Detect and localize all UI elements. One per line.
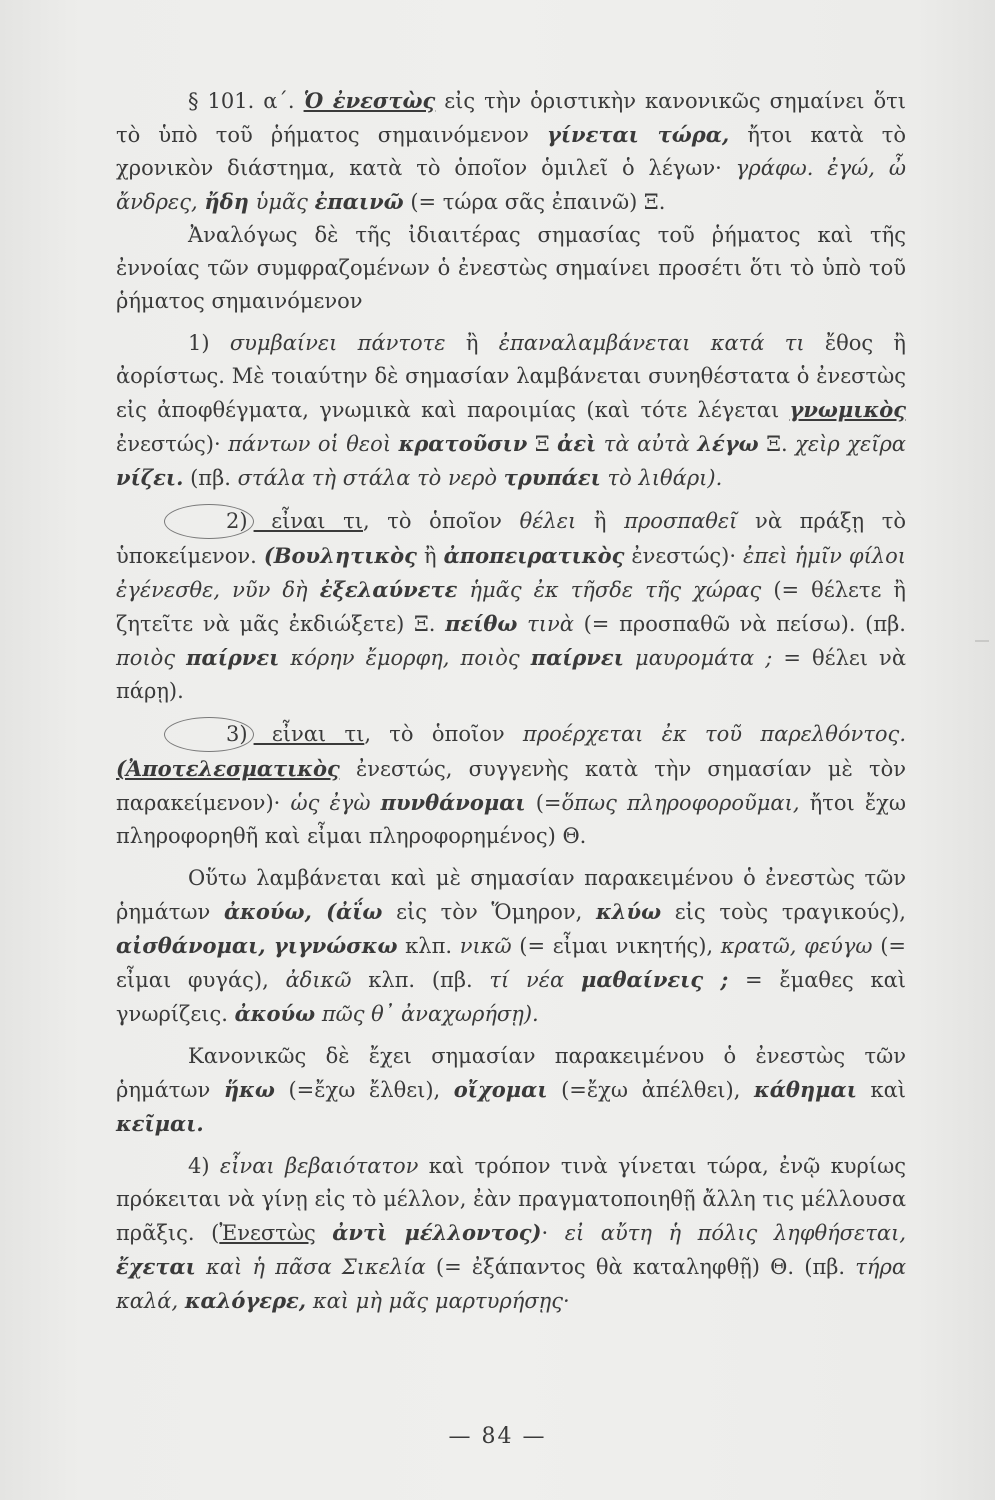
text-run: § 101. α΄.: [188, 89, 304, 113]
text-run: [196, 1255, 206, 1279]
text-run: ἐνεστώς)·: [624, 544, 744, 568]
paragraph-4: [116, 1150, 906, 1318]
text-run: πυνθάνομαι: [380, 790, 526, 815]
text-run: , τὸ ὁποῖον: [362, 509, 520, 533]
text-run: 1): [188, 331, 230, 355]
text-run: ποιὸς: [116, 646, 176, 670]
text-run: ἢ: [416, 544, 444, 568]
text-run: ἤτοι ἔχω πληροφορηθῆ καὶ εἶμαι πληροφορημένος) Θ.: [116, 791, 906, 848]
text-run: [315, 1002, 322, 1026]
text-run: [517, 612, 527, 636]
text-run: γίνεται τώρα,: [547, 122, 730, 147]
text-run: ἤδη: [204, 189, 249, 214]
text-run: ὅπως πληροφοροῦμαι,: [561, 791, 800, 815]
margin-mark: [975, 640, 989, 642]
paragraph-1: [116, 327, 906, 495]
paragraph-2: [116, 504, 906, 708]
text-run: κόρην ἔμορφη, ποιὸς: [290, 646, 520, 670]
text-run: [601, 466, 608, 490]
text-run: τρυπάει: [503, 465, 601, 490]
text-run: [308, 578, 320, 602]
text-run: ἐπαινῶ: [314, 189, 404, 214]
text-run: (= τώρα σᾶς ἐπαινῶ) Ξ.: [403, 190, 666, 214]
text-run: ἥκω: [223, 1077, 275, 1102]
text-run: εἰ αὔτη ἡ πόλις ληφθήσεται,: [564, 1221, 906, 1245]
text-run: (Βουλητικὸς: [263, 543, 417, 568]
text-run: [178, 1289, 185, 1313]
text-run: (= θέλετε ἢ ζητεῖτε νὰ μᾶς ἐκδιώξετε) Ξ.: [116, 578, 906, 636]
page-number: — 84 —: [448, 1424, 547, 1449]
text-run: [249, 190, 256, 214]
paragraph-analogos: [116, 219, 906, 318]
text-run: κάθημαι: [753, 1077, 857, 1102]
text-run: νὰ πράξῃ τὸ ὑποκείμενον.: [116, 509, 907, 568]
text-run: εἰς τὸν Ὅμηρον,: [382, 900, 597, 924]
text-run: εἶναι βεβαιότατον: [219, 1154, 419, 1178]
text-run: (= προσπαθῶ νὰ πείσω). (πβ.: [573, 612, 906, 636]
text-run: ἀντὶ μέλλοντος): [332, 1220, 542, 1245]
text-run: ἐνεστώς)·: [116, 432, 229, 456]
text-run: ἢ: [576, 509, 625, 533]
text-run: [564, 968, 581, 992]
text-run: κλπ. (πβ.: [351, 968, 490, 992]
text-run: = θέλει νὰ πάρῃ).: [116, 646, 906, 703]
text-run: τί νέα: [489, 968, 565, 992]
text-run: εἶναι τι: [253, 722, 365, 746]
text-run: πάντων οἱ θεοὶ: [228, 432, 392, 456]
text-run: [520, 646, 531, 670]
text-run: [497, 466, 504, 490]
text-run: πῶς θ᾽ ἀναχωρήσῃ).: [321, 1002, 539, 1026]
text-run: , τὸ ὁποῖον: [364, 722, 523, 746]
text-run: [306, 1289, 313, 1313]
text-run: Ξ: [527, 432, 558, 456]
paragraph-outo: [116, 862, 906, 1031]
paragraph-3: [116, 717, 906, 853]
text-run: Ξ.: [758, 432, 796, 456]
text-run: (πβ.: [183, 466, 238, 490]
text-run: συμβαίνει πάντοτε: [229, 331, 446, 355]
text-run: Κανονικῶς δὲ ἔχει σημασίαν παρακειμένου ὁ ἐνεστὼς τῶν ῥημάτων: [116, 1044, 906, 1102]
text-run: [279, 646, 290, 670]
text-run: [370, 791, 380, 815]
text-run: λέγω: [697, 431, 759, 456]
text-run: αἰσθάνομαι, γιγνώσκω: [116, 933, 398, 958]
text-run: οἴχομαι: [453, 1077, 548, 1102]
text-run: Οὕτω λαμβάνεται καὶ μὲ σημασίαν παρακειμένου ὁ ἐνεστὼς τῶν ῥημάτων: [116, 866, 906, 924]
text-run: ἔχεται: [116, 1254, 196, 1279]
text-run: ἀκούω: [234, 1001, 316, 1026]
text-run: ἐξελαύνετε: [319, 577, 458, 602]
text-run: [624, 646, 635, 670]
text-run: (= εἶμαι νικητής),: [511, 934, 721, 958]
text-run: καλόγερε,: [184, 1288, 307, 1313]
paragraph-kanonikos: [116, 1040, 906, 1141]
text-run: [457, 578, 469, 602]
item-number-3: 3): [164, 717, 254, 752]
text-run: γράφω. ἐγώ, ὦ ἄνδρες,: [116, 156, 906, 214]
text-run: (= εἶμαι φυγάς),: [116, 934, 907, 992]
text-run: χεὶρ χεῖρα: [795, 432, 906, 456]
text-run: προέρχεται ἐκ τοῦ παρελθόντος.: [522, 722, 906, 746]
text-run: θέλει: [519, 509, 577, 533]
text-run: τὸ λιθάρι).: [607, 466, 723, 490]
text-run: καὶ ἡ πᾶσα Σικελία: [206, 1255, 426, 1279]
text-run: προσπαθεῖ: [624, 509, 738, 533]
text-run: παίρνει: [530, 645, 624, 670]
text-run: στάλα τὴ στάλα τὸ νερὸ: [237, 466, 498, 490]
text-run: ὡς ἐγὼ: [290, 791, 371, 815]
text-run: παίρνει: [186, 645, 280, 670]
text-run: ἀεὶ: [557, 431, 597, 456]
text-run: νίζει.: [116, 465, 184, 490]
text-run: καὶ: [856, 1078, 906, 1102]
text-run: [175, 646, 186, 670]
text-run: ἀκούω, (ἀΐω: [223, 899, 383, 924]
paragraph-101a: [116, 84, 906, 219]
text-run: τινὰ: [527, 612, 574, 636]
text-run: κρατῶ, φεύγω: [720, 934, 873, 958]
text-run: (=ἔχω ἔλθει),: [274, 1078, 454, 1102]
text-run: [391, 432, 399, 456]
text-run: μαθαίνεις ;: [580, 967, 729, 992]
item-number-2: 2): [164, 504, 254, 539]
text-run: ἔθος ἢ ἀορίστως. Μὲ τοιαύτην δὲ σημασίαν λαμβάνεται συνηθέστατα ὁ ἐνεστὼς εἰς ἀποφθέγματα, γνωμικὰ καὶ παροιμίας (καὶ τότε λέγεται: [116, 331, 907, 422]
text-run: κρατοῦσιν: [398, 431, 528, 456]
text-run: [316, 1221, 333, 1245]
text-run: 4): [188, 1154, 220, 1178]
text-run: καὶ τρόπον τινὰ γίνεται τώρα, ἐνῷ κυρίως πρόκειται νὰ γίνῃ εἰς τὸ μέλλον, ἐὰν πραγματοποιηθῇ ἄλλη τις μέλλουσα πρᾶξις. (: [116, 1154, 906, 1245]
text-run: ἐπαναλαμβάνεται κατά τι: [498, 331, 805, 355]
text-run: τήρα καλά,: [116, 1255, 907, 1313]
text-run: καὶ μὴ μᾶς μαρτυρήσῃς·: [312, 1289, 570, 1313]
text-run: ἤτοι κατὰ τὸ χρονικὸν διάστημα, κατὰ τὸ ὁποῖον ὁμιλεῖ ὁ λέγων·: [116, 123, 907, 180]
text-run: ἡμᾶς ἐκ τῆσδε τῆς χώρας: [469, 578, 762, 602]
text-run: Ἐνεστὼς: [219, 1221, 316, 1245]
text-run: ἀποπειρατικὸς: [443, 543, 625, 568]
text-run: γνωμικὸς: [789, 397, 906, 422]
text-run: τὰ αὐτὰ: [603, 432, 690, 456]
text-run: εἰς τὴν ὁριστικὴν κανονικῶς σημαίνει ὅτι τὸ ὑπὸ τοῦ ῥήματος σημαινόμενον: [116, 89, 907, 147]
text-run: (=: [525, 791, 562, 815]
text-run: (= ἐξάπαντος θὰ καταληφθῇ) Θ. (πβ.: [425, 1255, 856, 1279]
text-run: ἐνεστώς, συγγενὴς κατὰ τὴν σημασίαν μὲ τὸν παρακείμενον)·: [116, 757, 906, 815]
text-run: μαυρομάτα ;: [634, 646, 773, 670]
text-run: = ἔμαθες καὶ γνωρίζεις.: [116, 968, 906, 1026]
text-run: εἰς τοὺς τραγικούς),: [661, 900, 906, 924]
text-run: κλύω: [596, 899, 662, 924]
text-run: νικῶ: [459, 934, 512, 958]
text-run: κλπ.: [397, 934, 460, 958]
text-run: ἀδικῶ: [285, 968, 352, 992]
text-run: εἶναι τι: [253, 509, 363, 533]
text-run: ·: [541, 1221, 565, 1245]
text-run: κεῖμαι.: [116, 1111, 204, 1136]
text-run: [308, 190, 315, 214]
text-run: (Ἀποτελεσματικὸς: [116, 756, 340, 781]
text-run: ἢ: [445, 331, 499, 355]
text-run: [596, 432, 604, 456]
text-run: ὑμᾶς: [255, 190, 308, 214]
text-run: Ἀναλόγως δὲ τῆς ἰδιαιτέρας σημασίας τοῦ ῥήματος καὶ τῆς ἐννοίας τῶν συμφραζομένων ὁ ἐνεστὼς σημαίνει προσέτι ὅτι τὸ ὑπὸ τοῦ ῥήματος σημαινόμενον: [116, 223, 906, 313]
text-run: ἐπεὶ ἡμῖν φίλοι ἐγένεσθε, νῦν δὴ: [116, 544, 906, 602]
text-run: πείθω: [445, 611, 518, 636]
text-run: (=ἔχω ἀπέλθει),: [547, 1078, 754, 1102]
text-run: Ὁ ἐνεστὼς: [303, 88, 436, 113]
page-text: [116, 84, 906, 1318]
